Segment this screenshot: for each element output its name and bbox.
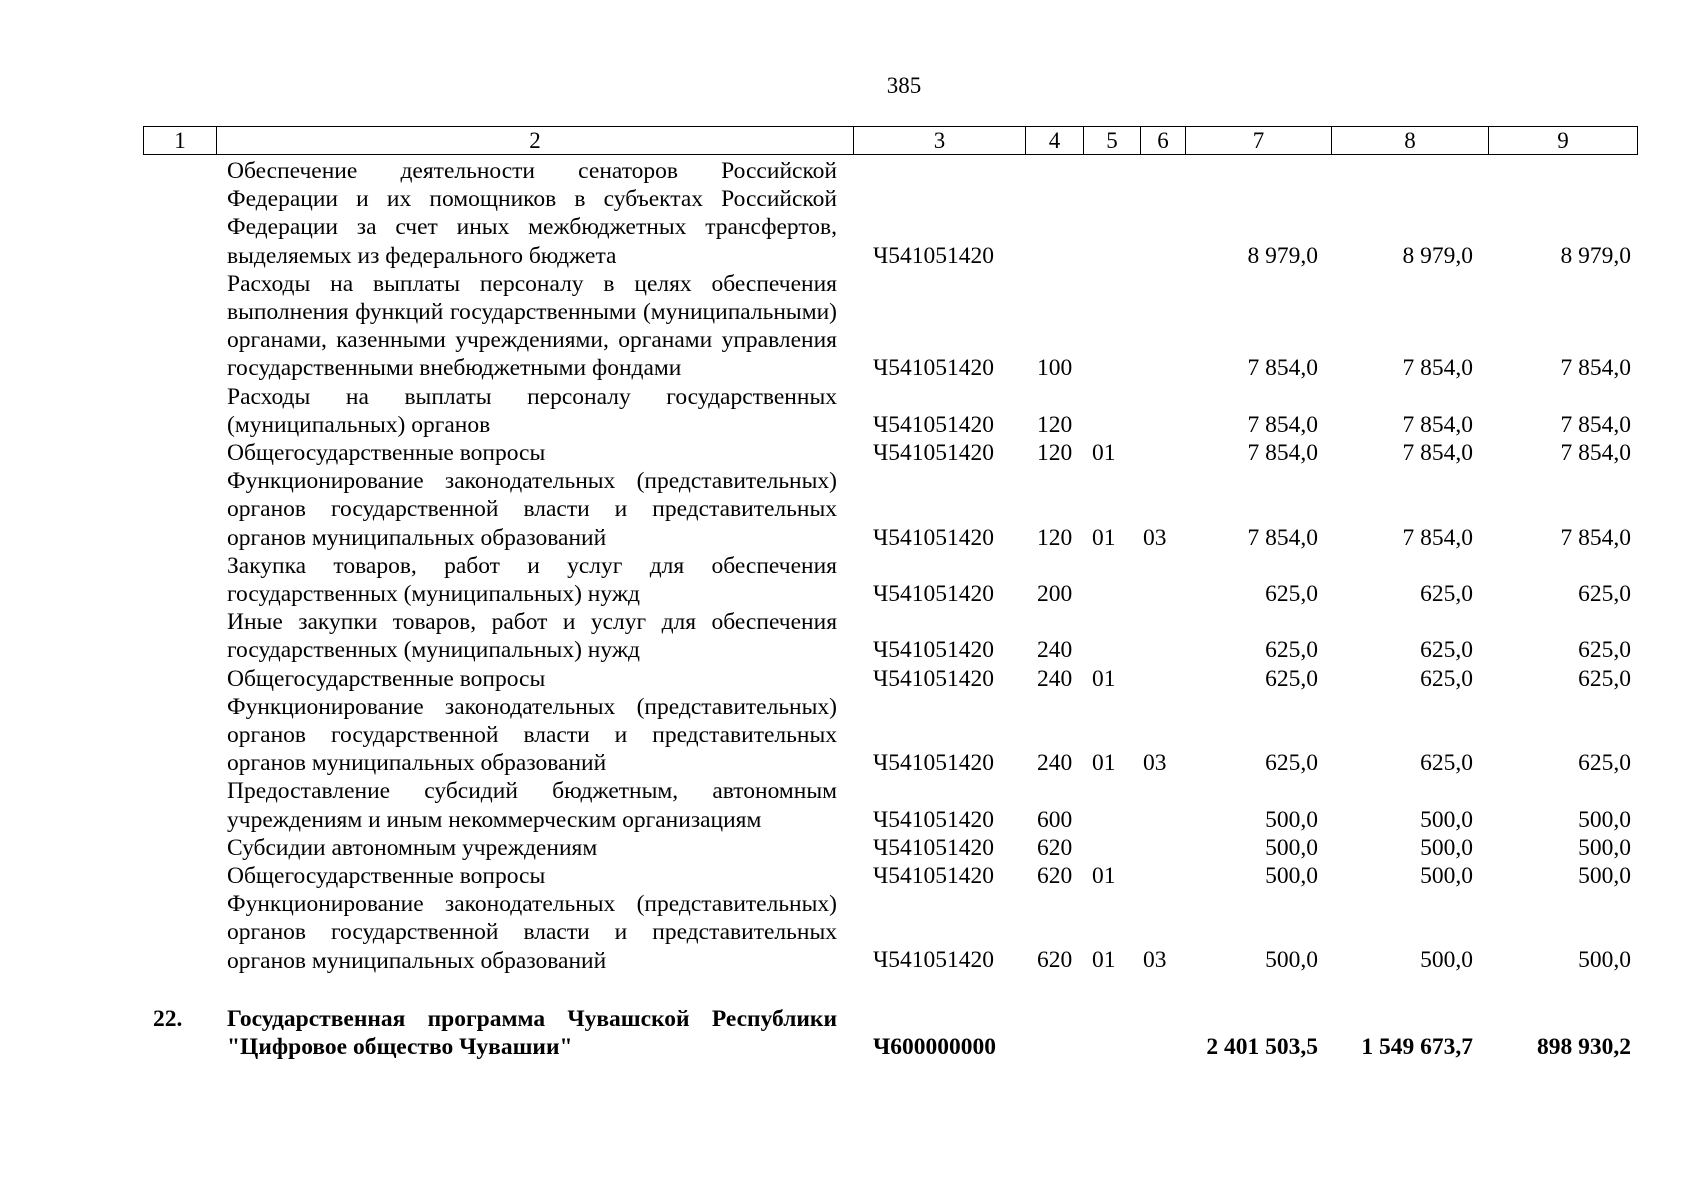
column-header-1: 1 [144,127,217,155]
row-amount-col9: 8 979,0 [1560,242,1631,269]
row-amount-col9: 7 854,0 [1560,439,1631,466]
page-number: 385 [886,73,922,98]
table-row [0,439,1697,467]
row-target-code: Ч541051420 [873,355,995,382]
row-amount-col7: 500,0 [1265,806,1318,833]
row-amount-col8: 500,0 [1420,834,1473,861]
column-header-9: 9 [1489,127,1638,155]
row-amount-col7: 7 854,0 [1247,439,1318,466]
row-amount-col8: 500,0 [1420,947,1473,974]
table-row [0,467,1697,552]
row-target-code: Ч541051420 [873,862,995,889]
row-number: 22. [153,1005,183,1032]
row-target-code: Ч541051420 [873,750,995,777]
table-row [0,693,1697,778]
row-description: Расходы на выплаты персоналу государственных (муниципальных) органов [227,383,837,438]
row-section: 01 [1092,524,1116,551]
row-subsection: 03 [1143,750,1167,777]
row-amount-col9: 500,0 [1578,834,1631,861]
table-row [0,777,1697,833]
row-target-code: Ч541051420 [873,242,995,269]
row-expense-type: 240 [1037,665,1073,692]
row-expense-type: 200 [1037,580,1073,607]
row-amount-col8: 500,0 [1420,862,1473,889]
row-expense-type: 600 [1037,806,1073,833]
row-amount-col9: 7 854,0 [1560,411,1631,438]
row-target-code: Ч541051420 [873,665,995,692]
row-amount-col9: 625,0 [1578,580,1631,607]
column-header-2: 2 [217,127,854,155]
row-expense-type: 100 [1037,355,1073,382]
table-row [0,834,1697,862]
row-target-code: Ч541051420 [873,439,995,466]
row-amount-col8: 500,0 [1420,806,1473,833]
table-row [0,608,1697,664]
row-amount-col9: 898 930,2 [1537,1033,1631,1060]
row-description: Обеспечение деятельности сенаторов Российской Федерации и их помощников в субъектах Российской Федерации за счет иных межбюджетных трансфертов, выделяемых из федерального бюджета [227,158,837,269]
row-amount-col7: 500,0 [1265,862,1318,889]
row-amount-col7: 625,0 [1265,580,1318,607]
row-target-code: Ч541051420 [873,580,995,607]
row-amount-col9: 625,0 [1578,750,1631,777]
row-amount-col7: 500,0 [1265,834,1318,861]
table-row [0,862,1697,890]
row-amount-col7: 625,0 [1265,665,1318,692]
row-description: Функционирование законодательных (представительных) органов государственной власти и представительных органов муниципальных образований [227,468,837,551]
column-header-7: 7 [1186,127,1332,155]
row-amount-col8: 625,0 [1420,580,1473,607]
row-amount-col9: 7 854,0 [1560,524,1631,551]
row-expense-type: 240 [1037,750,1073,777]
row-amount-col8: 625,0 [1420,637,1473,664]
row-amount-col7: 625,0 [1265,750,1318,777]
row-amount-col9: 7 854,0 [1560,355,1631,382]
row-target-code: Ч541051420 [873,411,995,438]
row-amount-col7: 7 854,0 [1247,411,1318,438]
row-target-code: Ч541051420 [873,834,995,861]
row-expense-type: 120 [1037,524,1073,551]
column-header-4: 4 [1026,127,1084,155]
row-amount-col7: 7 854,0 [1247,355,1318,382]
row-amount-col8: 7 854,0 [1402,355,1473,382]
row-target-code: Ч600000000 [873,1033,996,1060]
table-row [0,665,1697,693]
table-row [0,270,1697,383]
table-row [0,157,1697,270]
row-amount-col8: 625,0 [1420,750,1473,777]
row-amount-col7: 2 401 503,5 [1206,1033,1318,1060]
row-amount-col9: 625,0 [1578,665,1631,692]
row-spacer [0,975,1697,1005]
row-expense-type: 620 [1037,862,1073,889]
table-row [0,890,1697,975]
row-section: 01 [1092,947,1116,974]
row-amount-col8: 7 854,0 [1402,411,1473,438]
row-amount-col7: 7 854,0 [1247,524,1318,551]
row-description: Государственная программа Чувашской Республики "Цифровое общество Чувашии" [227,1005,837,1060]
row-subsection: 03 [1143,947,1167,974]
row-section: 01 [1092,862,1116,889]
table-row [0,552,1697,608]
row-section: 01 [1092,750,1116,777]
row-target-code: Ч541051420 [873,637,995,664]
row-expense-type: 620 [1037,834,1073,861]
column-header-6: 6 [1141,127,1186,155]
row-description: Иные закупки товаров, работ и услуг для обеспечения государственных (муниципальных) нужд [227,609,837,664]
row-subsection: 03 [1143,524,1167,551]
row-expense-type: 120 [1037,439,1073,466]
row-description: Общегосударственные вопросы [227,862,546,889]
row-description: Общегосударственные вопросы [227,439,546,466]
row-amount-col9: 500,0 [1578,806,1631,833]
row-amount-col8: 7 854,0 [1402,524,1473,551]
table-row [0,383,1697,439]
row-description: Функционирование законодательных (представительных) органов государственной власти и представительных органов муниципальных образований [227,693,837,777]
row-section: 01 [1092,665,1116,692]
row-description: Закупка товаров, работ и услуг для обеспечения государственных (муниципальных) нужд [227,552,837,607]
row-expense-type: 240 [1037,637,1073,664]
row-amount-col7: 8 979,0 [1247,242,1318,269]
row-description: Расходы на выплаты персоналу в целях обеспечения выполнения функций государственными (муниципальными) органами, казенными учреждениями, органами управления государственными внебюджетными фондами [227,270,837,382]
column-header-5: 5 [1084,127,1141,155]
row-amount-col7: 500,0 [1265,947,1318,974]
row-amount-col8: 625,0 [1420,665,1473,692]
row-amount-col9: 500,0 [1578,862,1631,889]
budget-table-body [0,157,1697,1061]
row-description: Функционирование законодательных (представительных) органов государственной власти и представительных органов муниципальных образований [227,891,837,974]
row-target-code: Ч541051420 [873,806,995,833]
column-header-3: 3 [854,127,1026,155]
row-amount-col7: 625,0 [1265,637,1318,664]
row-target-code: Ч541051420 [873,947,995,974]
row-expense-type: 120 [1037,411,1073,438]
row-amount-col8: 7 854,0 [1402,439,1473,466]
row-section: 01 [1092,439,1116,466]
row-amount-col8: 1 549 673,7 [1361,1033,1473,1060]
column-header-8: 8 [1332,127,1489,155]
column-header-table [143,126,1638,155]
row-target-code: Ч541051420 [873,524,995,551]
row-amount-col8: 8 979,0 [1402,242,1473,269]
row-description: Предоставление субсидий бюджетным, автономным учреждениям и иным некоммерческим организациям [227,778,837,833]
row-description: Субсидии автономным учреждениям [227,834,598,861]
row-expense-type: 620 [1037,947,1073,974]
row-amount-col9: 625,0 [1578,637,1631,664]
row-description: Общегосударственные вопросы [227,665,546,692]
table-row [0,1005,1697,1061]
column-header-row [144,127,1638,155]
row-amount-col9: 500,0 [1578,947,1631,974]
